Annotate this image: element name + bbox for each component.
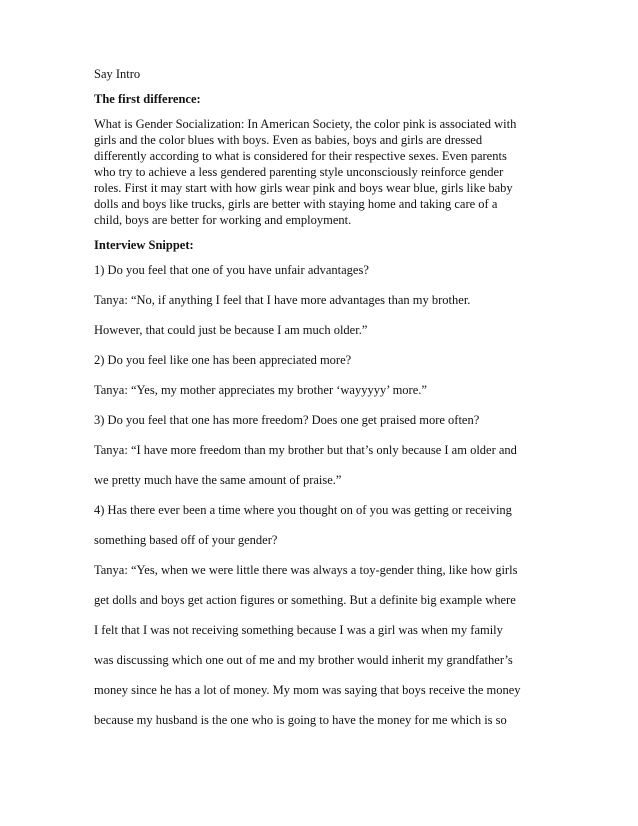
answer-line: we pretty much have the same amount of praise.”	[94, 473, 342, 487]
paragraph-line: who try to achieve a less gendered parenting style unconsciously reinforce gender	[94, 165, 504, 179]
question-4-continued: something based off of your gender?	[94, 533, 278, 547]
paragraph-line: roles. First it may start with how girls wear pink and boys wear blue, girls like baby	[94, 181, 513, 195]
heading-interview-snippet: Interview Snippet:	[94, 238, 194, 252]
paragraph-line: child, boys are better for working and employment.	[94, 213, 352, 227]
heading-first-difference: The first difference:	[94, 92, 201, 106]
document-page	[94, 66, 554, 728]
answer-line: Tanya: “I have more freedom than my brother but that’s only because I am older and	[94, 443, 517, 457]
answer-line: was discussing which one out of me and my brother would inherit my grandfather’s	[94, 653, 513, 667]
intro-text: Say Intro	[94, 67, 141, 81]
paragraph-line: girls and the color blues with boys. Even as babies, boys and girls are dressed	[94, 133, 483, 147]
answer-line: Tanya: “Yes, when we were little there was always a toy-gender thing, like how girls	[94, 563, 518, 577]
answer-line: I felt that I was not receiving something because I was a girl was when my family	[94, 623, 503, 637]
answer-line: because my husband is the one who is going to have the money for me which is so	[94, 713, 507, 727]
interview-section	[94, 262, 554, 728]
answer-line: Tanya: “Yes, my mother appreciates my brother ‘wayyyyy’ more.”	[94, 383, 427, 397]
question-4: 4) Has there ever been a time where you thought on of you was getting or receiving	[94, 503, 512, 517]
answer-line: Tanya: “No, if anything I feel that I have more advantages than my brother.	[94, 293, 471, 307]
question-3: 3) Do you feel that one has more freedom? Does one get praised more often?	[94, 413, 480, 427]
question-2: 2) Do you feel like one has been appreciated more?	[94, 353, 352, 367]
question-1: 1) Do you feel that one of you have unfair advantages?	[94, 263, 369, 277]
paragraph-line: dolls and boys like trucks, girls are better with staying home and taking care of a	[94, 197, 498, 211]
paragraph-line: What is Gender Socialization: In American Society, the color pink is associated with	[94, 117, 517, 131]
definition-paragraph	[94, 116, 554, 228]
answer-line: get dolls and boys get action figures or something. But a definite big example where	[94, 593, 516, 607]
answer-line: money since he has a lot of money. My mom was saying that boys receive the money	[94, 683, 521, 697]
paragraph-line: differently according to what is considered for their respective sexes. Even parents	[94, 149, 507, 163]
answer-line: However, that could just be because I am much older.”	[94, 323, 368, 337]
